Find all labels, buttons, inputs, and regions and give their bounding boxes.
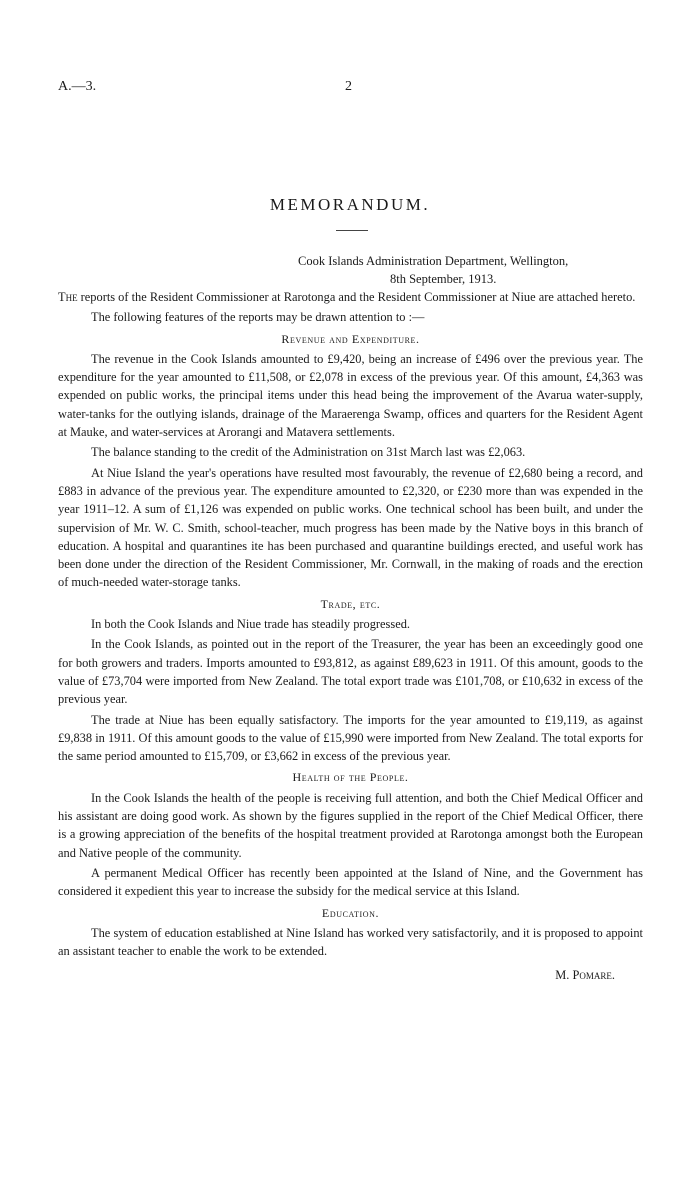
education-paragraph-1: The system of education established at Nine Island has worked very satisfactorily, and it is proposed to appoint an assistant teacher to enable the work to be extended.	[58, 925, 643, 959]
health-paragraph-1: In the Cook Islands the health of the people is receiving full attention, and both the Chief Medical Officer and his assistant are doing good work. As shown by the figures supplied in the report of the Chief Medical Officer, there is a growing appreciation of the benefits of the hospital treatment provided at Rarotonga amongst both the European and Native people of the community.	[58, 790, 643, 860]
intro-rest: reports of the Resident Commissioner at Rarotonga and the Resident Commissioner at Niue are attached hereto.	[77, 290, 636, 304]
page-title: MEMORANDUM.	[269, 195, 431, 214]
memo-body	[58, 288, 643, 985]
page-reference: A.—3.	[58, 79, 97, 94]
intro-paragraph-2: The following features of the reports may be drawn attention to :—	[91, 310, 425, 325]
revenue-paragraph-2: The balance standing to the credit of the Administration on 31st March last was £2,063.	[91, 445, 526, 460]
heading-education: Education.	[321, 905, 380, 920]
intro-paragraph	[58, 288, 643, 306]
health-paragraph-2: A permanent Medical Officer has recently been appointed at the Island of Nine, and the Government has considered it expedient this year to increase the subsidy for the medical service at this Island.	[58, 865, 643, 899]
page-number: 2	[345, 79, 352, 94]
trade-paragraph-3: The trade at Niue has been equally satisfactory. The imports for the year amounted to £19,119, as against £9,838 in 1911. Of this amount goods to the value of £15,990 were imported from New Zealand. The total exports for the same period amounted to £15,709, or £3,662 in excess of the previous year.	[58, 712, 643, 764]
address-date: 8th September, 1913.	[390, 272, 497, 286]
heading-trade: Trade, etc.	[320, 596, 381, 611]
heading-health: Health of the People.	[292, 770, 409, 785]
address-line-1: Cook Islands Administration Department, Wellington,	[298, 254, 569, 268]
title-divider	[336, 230, 368, 231]
heading-revenue: Revenue and Expenditure.	[281, 331, 420, 346]
revenue-paragraph-3: At Niue Island the year's operations have resulted most favourably, the revenue of £2,680 being a record, and £883 in advance of the previous year. The expenditure amounted to £2,320, or £230 more than was expended in the year 1911–12. A sum of £1,126 was expended on public works. One technical school has been built, and under the supervision of Mr. W. C. Smith, school-teacher, much progress has been made by the Native boys in this branch of education. A hospital and quarantines ite has been purchased and quarantine buildings erected, and useful work has been done under the direction of the Resident Commissioner, Mr. Cornwall, in the making of roads and the erection of much-needed water-storage tanks.	[58, 465, 643, 590]
revenue-paragraph-1: The revenue in the Cook Islands amounted to £9,420, being an increase of £496 over the previous year. The expenditure for the year amounted to £11,508, or £2,078 in excess of the previous year. Of this amount, £4,363 was expended on public works, the principal items under this head being the improvement of the Avarua water-supply, water-tanks for the outlying islands, drainage of the Maraerenga Swamp, offices and quarters for the Resident Agent at Mauke, and water-services at Arorangi and Matavera settlements.	[58, 351, 643, 440]
trade-paragraph-1: In both the Cook Islands and Niue trade has steadily progressed.	[91, 617, 410, 632]
intro-first-word: The	[58, 290, 78, 304]
trade-paragraph-2: In the Cook Islands, as pointed out in the report of the Treasurer, the year has been an exceedingly good one for both growers and traders. Imports amounted to £93,812, as against £89,623 in 1911. Of this amount, goods to the value of £73,704 were imported from New Zealand. The total export trade was £101,708, or £10,632 in excess of the previous year.	[58, 637, 643, 707]
signature: M. Pomare.	[555, 968, 615, 983]
